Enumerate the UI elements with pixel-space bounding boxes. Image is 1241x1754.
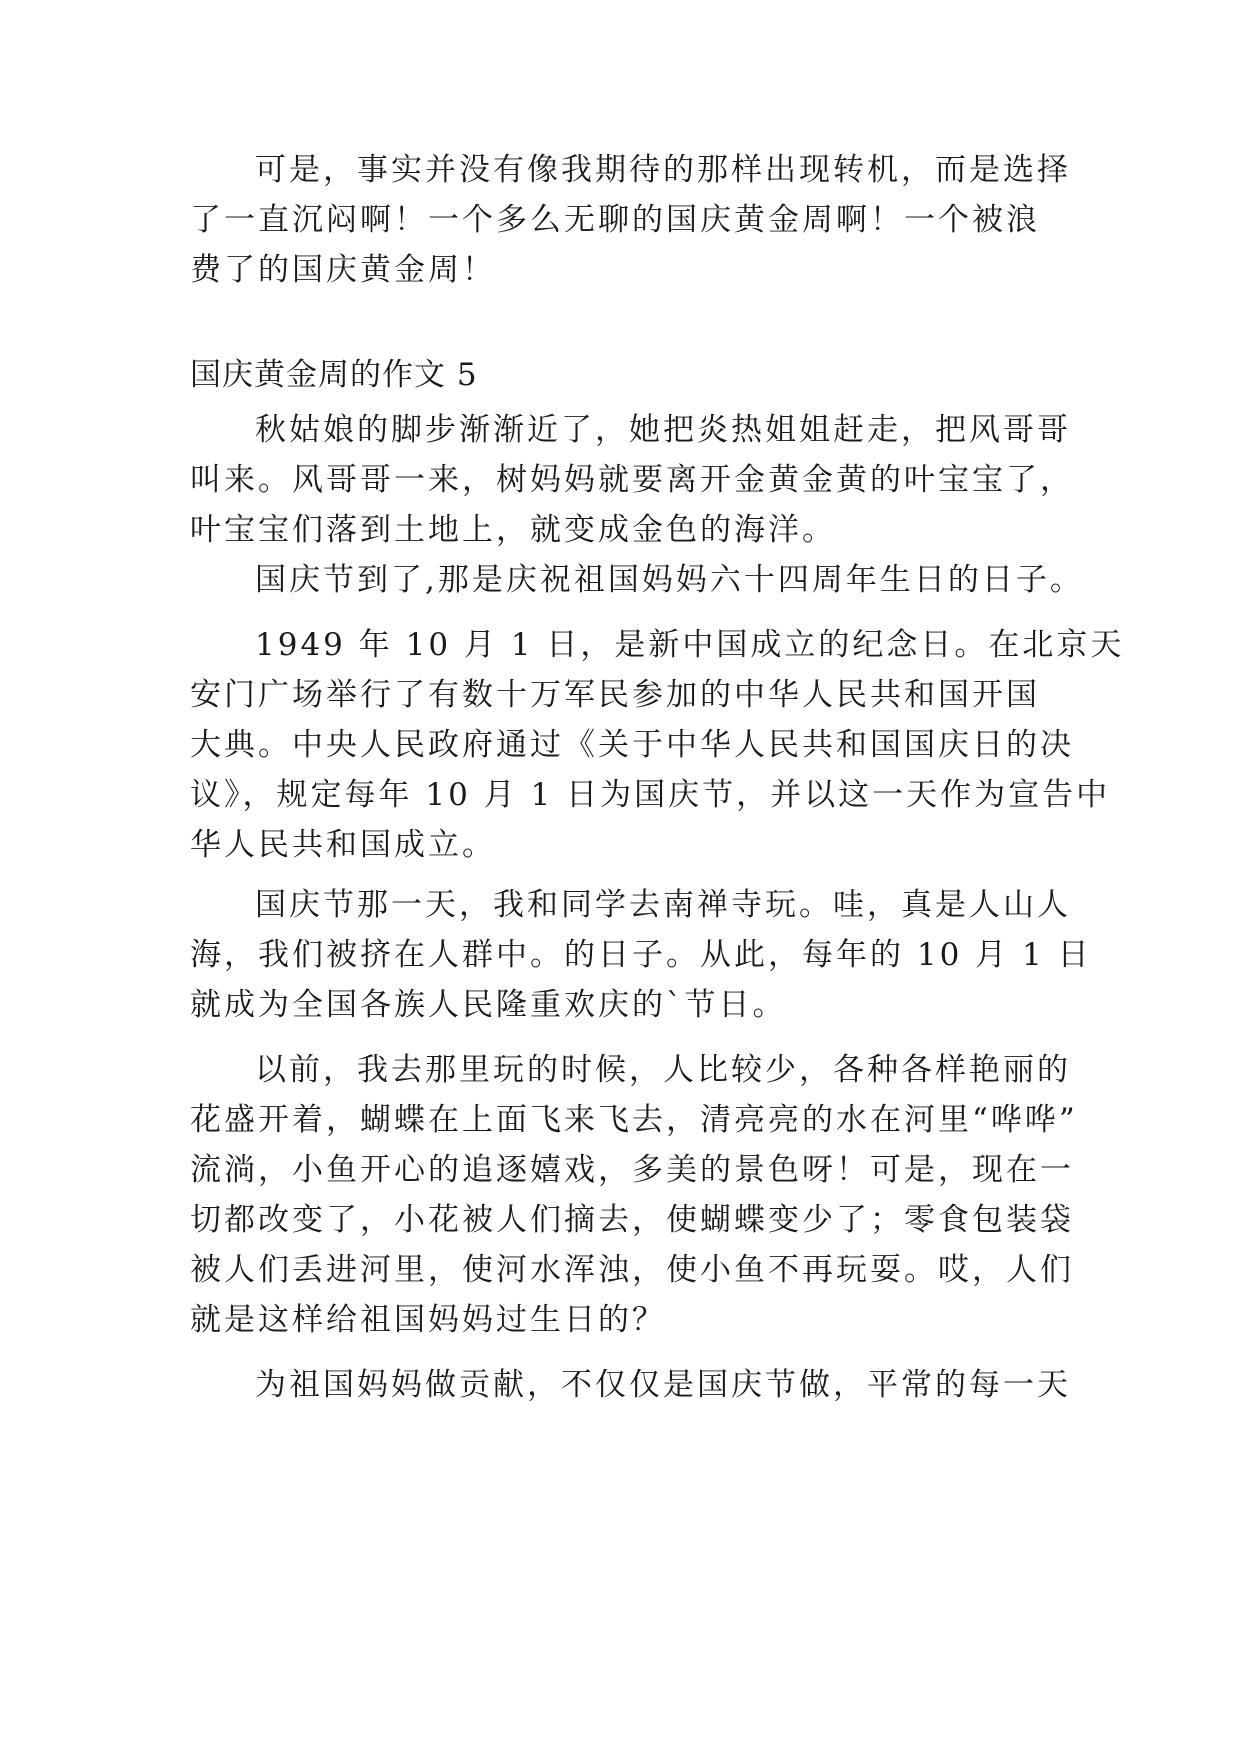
- text-line: 费了的国庆黄金周！: [190, 252, 496, 288]
- text-line: 秋姑娘的脚步渐渐近了，她把炎热姐姐赶走，把风哥哥: [255, 412, 1071, 448]
- text-line: 花盛开着，蝴蝶在上面飞来飞去，清亮亮的水在河里“哗哗”: [190, 1102, 1078, 1138]
- text-line: 为祖国妈妈做贡献，不仅仅是国庆节做，平常的每一天: [255, 1367, 1071, 1403]
- text-line: 国庆节到了,那是庆祝祖国妈妈六十四周年生日的日子。: [255, 562, 1084, 598]
- text-line: 安门广场举行了有数十万军民参加的中华人民共和国开国: [190, 677, 1040, 713]
- text-line: 可是，事实并没有像我期待的那样出现转机，而是选择: [255, 152, 1071, 188]
- text-line: 议》，规定每年 10 月 1 日为国庆节，并以这一天作为宣告中: [190, 777, 1111, 813]
- text-line: 被人们丢进河里，使河水浑浊，使小鱼不再玩耍。哎，人们: [190, 1252, 1074, 1288]
- text-line: 海，我们被挤在人群中。的日子。从此，每年的 10 月 1 日: [190, 937, 1092, 973]
- text-line: 切都改变了，小花被人们摘去，使蝴蝶变少了；零食包装袋: [190, 1202, 1074, 1238]
- text-line: 大典。中央人民政府通过《关于中华人民共和国国庆日的决: [190, 727, 1074, 763]
- text-line: 就成为全国各族人民隆重欢庆的`节日。: [190, 987, 787, 1023]
- text-line: 了一直沉闷啊！一个多么无聊的国庆黄金周啊！一个被浪: [190, 202, 1040, 238]
- text-line: 1949 年 10 月 1 日，是新中国成立的纪念日。在北京天: [255, 627, 1125, 663]
- text-line: 以前，我去那里玩的时候，人比较少，各种各样艳丽的: [255, 1052, 1071, 1088]
- text-line: 叫来。风哥哥一来，树妈妈就要离开金黄金黄的叶宝宝了，: [190, 462, 1074, 498]
- section-heading: 国庆黄金周的作文 5: [190, 357, 478, 393]
- text-line: 叶宝宝们落到土地上，就变成金色的海洋。: [190, 512, 836, 548]
- text-line: 就是这样给祖国妈妈过生日的？: [190, 1302, 666, 1338]
- text-line: 流淌，小鱼开心的追逐嬉戏，多美的景色呀！可是，现在一: [190, 1152, 1074, 1188]
- text-line: 国庆节那一天，我和同学去南禅寺玩。哇，真是人山人: [255, 887, 1071, 923]
- text-line: 华人民共和国成立。: [190, 827, 496, 863]
